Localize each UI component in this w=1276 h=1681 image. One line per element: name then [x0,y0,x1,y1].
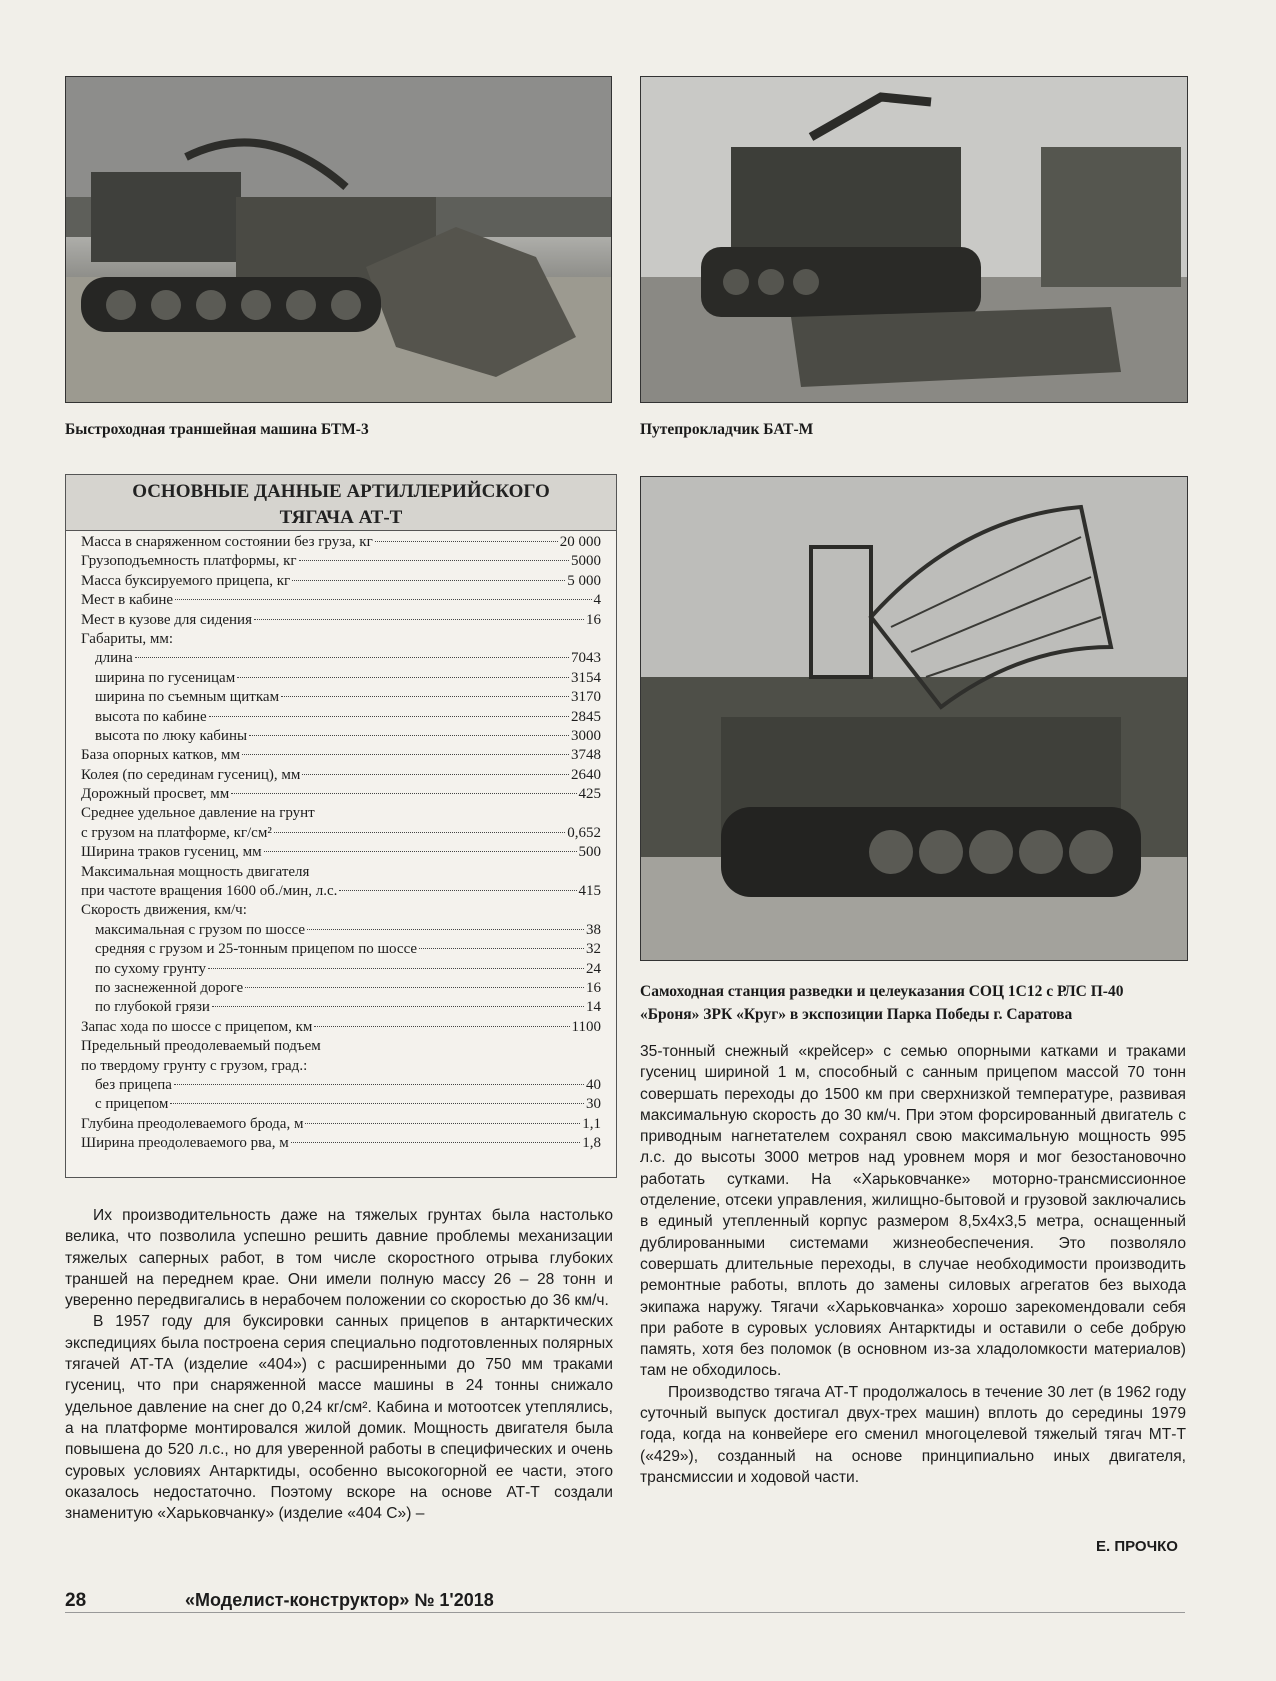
spec-row [81,979,601,998]
paragraph: Их производительность даже на тяжелых грунтах была настолько велика, что позволила успешно решить давние проблемы механизации тяжелых саперных работ, в том числе скоростного отрыва глубоких траншей на переднем крае. Они имели полную массу 26 – 28 тонн и уверенно передвигались в нерабочем положении со скоростью до 36 км/ч. [65,1207,613,1310]
spec-value: 2845 [571,708,601,725]
spec-row [81,766,601,785]
spec-label: Мест в кабине [81,592,174,609]
spec-value: 24 [586,960,601,977]
dot-leader [302,774,569,775]
spec-label: Масса в снаряженном состоянии без груза, кг [81,534,373,550]
spec-row [81,940,601,959]
dot-leader [305,1123,580,1124]
spec-row [81,1018,601,1037]
spec-label: Габариты, мм: [81,630,174,647]
dot-leader [231,793,576,794]
dot-leader [281,696,569,697]
spec-label: высота по кабине [95,708,207,725]
spec-row [81,591,601,610]
author: Е. ПРОЧКО [1096,1538,1178,1555]
dot-leader [249,735,569,736]
dot-leader [209,716,569,717]
dot-leader [274,832,565,833]
spec-label: длина [95,650,133,667]
spec-label: с грузом на платформе, кг/см² [81,824,272,841]
dot-leader [292,580,565,581]
spec-row [81,688,601,707]
spec-row [81,1134,601,1153]
spec-value: 30 [586,1096,601,1113]
spec-value: 5 000 [567,572,601,589]
spec-row [81,727,601,746]
spec-row [81,960,601,979]
dot-leader [212,1006,584,1007]
spec-value: 3170 [571,689,601,706]
paragraph: Производство тягача АТ-Т продолжалось в течение 30 лет (в 1962 году суточный выпуск достигал двух-трех машин) вплоть до середины 1979 года, когда на конвейере его сменил многоцелевой тяжелый тягач МТ-Т («429»), созданный на основе принципиально иных двигателя, трансмиссии и ходовой части. [640,1383,1186,1486]
spec-value: 1,8 [582,1135,601,1152]
dot-leader [170,1103,584,1104]
spec-value: 16 [586,611,601,628]
tracked-trench-digger-icon [66,77,611,402]
spec-value: 0,652 [567,824,601,841]
spec-value: 7043 [571,650,601,667]
spec-value: 1100 [571,1018,601,1035]
spec-row [81,1057,601,1076]
tracked-radar-vehicle-icon [641,477,1187,960]
spec-value: 20 000 [559,534,601,550]
paragraph: 35-тонный снежный «крейсер» с семью опорными катками и траками гусениц шириной 1 м, способный с санным прицепом массой 70 тонн совершать переходы до 1500 км при сверхнизкой температуре, развивая максимальную скорость до 30 км/ч. При этом форсированный двигатель с приводным нагнетателем сохранял свою максимальную мощность 995 л.с. до высоты 3000 метров над уровнем моря и мог безостановочно работать сутками. На «Харьковчанке» моторно-трансмиссионное отделение, отсеки управления, жилищно-бытовой и грузовой заключались в единый утепленный корпус размером 8,5х4х3,5 метра, оснащенный дублированными системами жизнеобеспечения. Это позволяло совершать длительные переходы, в случае необходимости производить ремонтные работы, вплоть до замены силовых агрегатов без выхода экипажа наружу. Тягачи «Харьковчанка» хорошо зарекомендовали себя при работе в суровых условиях Антарктиды и оставили о себе добрую память, хотя без поломок (в основном из-за хладоломкости материалов) там не обходилось. [640,1043,1186,1380]
spec-row [81,901,601,920]
spec-label: Ширина преодолеваемого рва, м [81,1135,289,1152]
spec-value: 3154 [571,669,601,686]
spec-value: 425 [578,786,601,803]
spec-title [66,475,616,531]
article-right-column [640,1041,1186,1488]
spec-label: База опорных катков, мм [81,747,240,764]
spec-row [81,882,601,901]
spec-row [81,824,601,843]
dot-leader [254,619,584,620]
spec-value: 2640 [571,766,601,783]
spec-label: Масса буксируемого прицепа, кг [81,572,291,589]
tracked-bulldozer-icon [641,77,1187,402]
spec-row [81,649,601,668]
spec-row [81,1095,601,1114]
spec-value: 38 [586,921,601,938]
spec-row [81,843,601,862]
article-left-column [65,1205,613,1524]
dot-leader [264,851,577,852]
spec-label: Запас хода по шоссе с прицепом, км [81,1018,313,1035]
spec-label: ширина по гусеницам [95,669,236,686]
spec-label: Предельный преодолеваемый подъем [81,1038,321,1055]
spec-row [81,863,601,882]
spec-value: 4 [593,592,601,609]
spec-row [81,630,601,649]
dot-leader [375,541,558,542]
spec-value: 32 [586,941,601,958]
dot-leader [307,929,584,930]
spec-label: Глубина преодолеваемого брода, м [81,1115,304,1132]
spec-value: 500 [578,844,601,861]
footer-divider [65,1612,1185,1613]
dot-leader [174,1084,584,1085]
spec-label: Мест в кузове для сидения [81,611,252,628]
dot-leader [314,1026,569,1027]
spec-label: Среднее удельное давление на грунт [81,805,315,822]
dot-leader [299,560,569,561]
caption-radar [640,980,1200,1026]
photo-batm [640,76,1188,403]
spec-label: Ширина траков гусениц, мм [81,844,262,861]
spec-label: по глубокой грязи [95,999,210,1016]
spec-row [81,746,601,765]
dot-leader [237,677,569,678]
spec-label: по твердому грунту с грузом, град.: [81,1057,308,1074]
spec-label: по сухому грунту [95,960,206,977]
page-number: 28 [65,1590,87,1611]
dot-leader [135,657,569,658]
spec-label: ширина по съемным щиткам [95,689,280,706]
spec-label: Дорожный просвет, мм [81,786,230,803]
spec-label: с прицепом [95,1096,169,1113]
dot-leader [245,987,584,988]
paragraph: В 1957 году для буксировки санных прицепов в антарктических экспедициях была построена серия специально подготовленных полярных тягачей АТ-ТА (изделие «404») с расширенными до 750 мм траками гусениц, что при снаряженной массе машины в 24 тонны снижало удельное давление на снег до 0,24 кг/см². Кабина и мотоотсек утеплялись, а на платформе монтировался жилой домик. Мощность двигателя была повышена до 520 л.с., но для уверенной работы в специфических и очень суровых условиях Антарктиды, особенно высокогорной ее части, этого оказалось недостаточно. Поэтому вскоре на основе АТ-Т создали знаменитую «Харьковчанку» (изделие «404 С») – [65,1313,613,1523]
spec-label: максимальная с грузом по шоссе [95,921,305,938]
spec-value: 415 [578,883,601,900]
spec-value: 1,1 [582,1115,601,1132]
spec-value: 16 [586,979,601,996]
spec-row [81,804,601,823]
spec-label: Максимальная мощность двигателя [81,863,310,880]
dot-leader [175,599,591,600]
spec-row [81,998,601,1017]
spec-row [81,1076,601,1095]
spec-list [66,531,601,1154]
spec-row [81,533,601,552]
spec-label: по заснеженной дороге [95,979,244,996]
spec-row [81,552,601,571]
spec-row [81,1037,601,1056]
spec-row [81,669,601,688]
dot-leader [419,948,584,949]
spec-title-line1: ОСНОВНЫЕ ДАННЫЕ АРТИЛЛЕРИЙСКОГО [132,481,550,502]
spec-label: высота по люку кабины [95,727,248,744]
spec-value: 3000 [571,727,601,744]
spec-title-line2: ТЯГАЧА АТ-Т [279,507,403,528]
spec-value: 3748 [571,747,601,764]
spec-label: средняя с грузом и 25-тонным прицепом по шоссе [95,941,418,958]
spec-row [81,785,601,804]
caption-radar-line2: «Броня» ЗРК «Круг» в экспозиции Парка Победы г. Саратова [640,1006,1073,1023]
spec-row [81,921,601,940]
caption-radar-line1: Самоходная станция разведки и целеуказания СОЦ 1С12 с РЛС П-40 [640,983,1124,1000]
spec-row [81,611,601,630]
spec-table [65,474,617,1178]
caption-btm3: Быстроходная траншейная машина БТМ-3 [65,421,369,438]
spec-value: 5000 [571,553,601,570]
photo-radar [640,476,1188,961]
dot-leader [291,1142,581,1143]
dot-leader [339,890,576,891]
spec-label: Грузоподъемность платформы, кг [81,553,297,570]
dot-leader [208,968,584,969]
dot-leader [242,754,569,755]
spec-label: Колея (по серединам гусениц), мм [81,766,301,783]
spec-value: 40 [586,1076,601,1093]
spec-row [81,572,601,591]
spec-label: без прицепа [95,1076,172,1093]
spec-label: Скорость движения, км/ч: [81,902,247,919]
spec-row [81,708,601,727]
caption-batm: Путепрокладчик БАТ-М [640,421,814,438]
spec-value: 14 [586,999,601,1016]
photo-btm3 [65,76,612,403]
spec-row [81,1115,601,1134]
magazine-title: «Моделист-конструктор» № 1'2018 [185,1590,494,1610]
spec-label: при частоте вращения 1600 об./мин, л.с. [81,883,338,900]
